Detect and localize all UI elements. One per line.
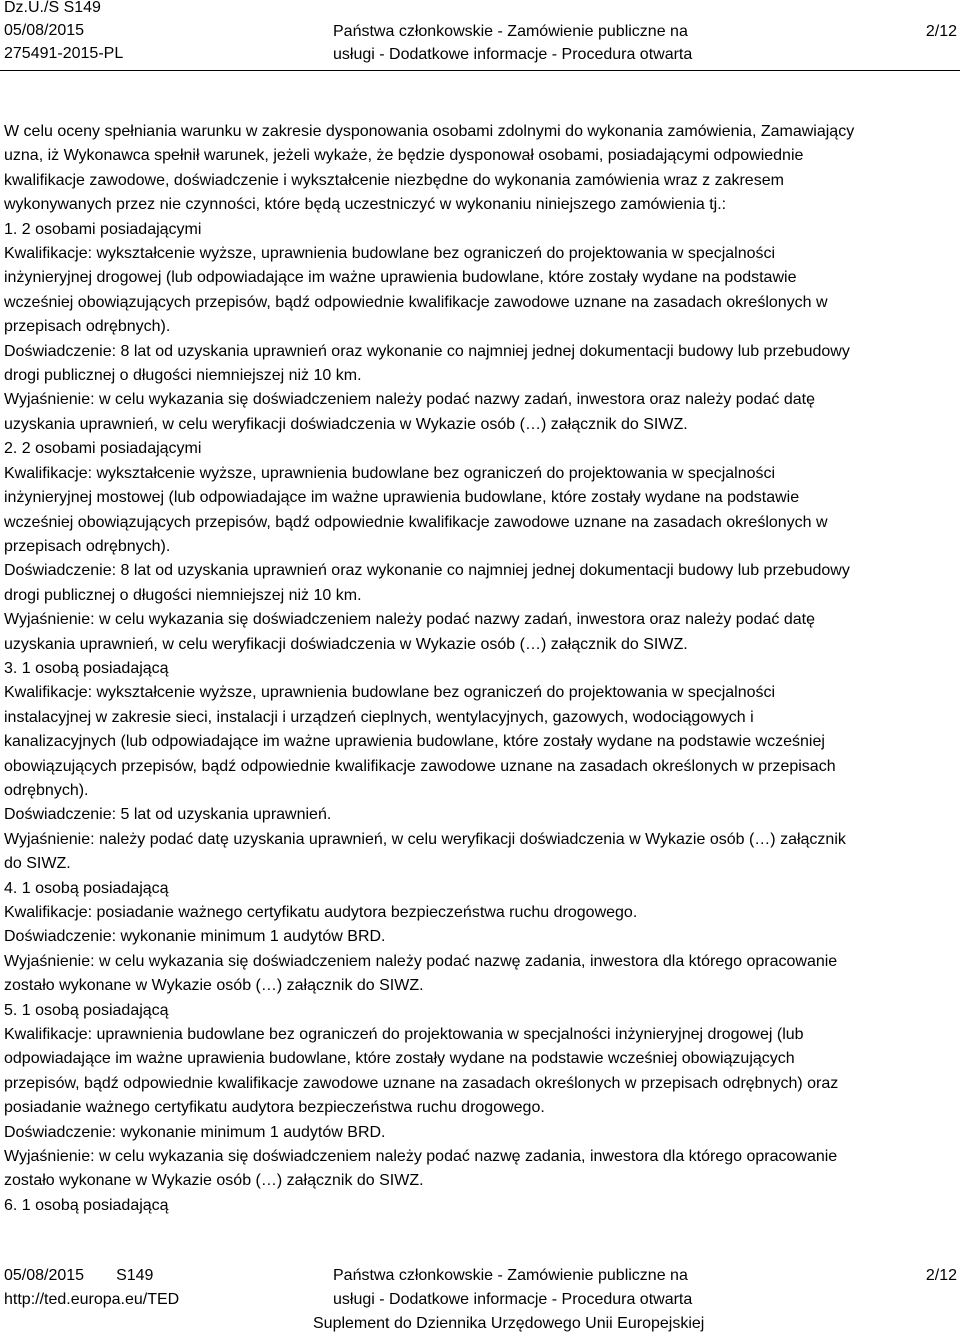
body-line: 1. 2 osobami posiadającymi bbox=[4, 220, 202, 238]
body-line: 3. 1 osobą posiadającą bbox=[4, 659, 169, 677]
body-line: zostało wykonane w Wykazie osób (…) załącznik do SIWZ. bbox=[4, 1172, 424, 1190]
body-line: Kwalifikacje: posiadanie ważnego certyfikatu audytora bezpieczeństwa ruchu drogowego. bbox=[4, 904, 638, 921]
body-line: Kwalifikacje: wykształcenie wyższe, uprawnienia budowlane bez ograniczeń do projektowania w specjalności bbox=[4, 464, 776, 482]
body-line: uzyskania uprawnień, w celu weryfikacji doświadczenia w Wykazie osób (…) załącznik do SIWZ. bbox=[4, 415, 688, 433]
header-title-line: usługi - Dodatkowe informacje - Procedura otwarta bbox=[333, 46, 693, 63]
body-line: Wyjaśnienie: w celu wykazania się doświadczeniem należy podać nazwy zadań, inwestora oraz należy podać datę bbox=[4, 391, 815, 409]
body-line: uzna, iż Wykonawca spełnił warunek, jeżeli wykaże, że będzie dysponował osobami, posiadającymi odpowiednie bbox=[4, 147, 804, 165]
page-header bbox=[0, 0, 960, 72]
body-line: inżynieryjnej mostowej (lub odpowiadające im ważne uprawienia budowlane, które zostały wydane na podstawie bbox=[4, 489, 800, 507]
body-line: do SIWZ. bbox=[4, 855, 71, 873]
body-line: Doświadczenie: wykonanie minimum 1 audytów BRD. bbox=[4, 928, 386, 946]
journal-reference: Dz.U./S S149 bbox=[4, 0, 101, 16]
body-line: drogi publicznej o długości niemniejszej niż 10 km. bbox=[4, 586, 362, 604]
body-line: Kwalifikacje: wykształcenie wyższe, uprawnienia budowlane bez ograniczeń do projektowania w specjalności bbox=[4, 684, 776, 702]
page-footer bbox=[0, 1262, 960, 1334]
body-line: przepisach odrębnych). bbox=[4, 537, 171, 555]
body-line: inżynieryjnej drogowej (lub odpowiadające im ważne uprawienia budowlane, które zostały wydane na podstawie bbox=[4, 269, 797, 287]
header-title-line: Państwa członkowskie - Zamówienie publiczne na bbox=[333, 23, 688, 40]
body-line: posiadanie ważnego certyfikatu audytora bezpieczeństwa ruchu drogowego. bbox=[4, 1099, 545, 1117]
body-line: Wyjaśnienie: należy podać datę uzyskania uprawnień, w celu weryfikacji doświadczenia w Wykazie osób (…) załącznik bbox=[4, 830, 846, 848]
footer-issue: S149 bbox=[116, 1267, 154, 1284]
body-line: 6. 1 osobą posiadającą bbox=[4, 1196, 169, 1214]
body-line: 5. 1 osobą posiadającą bbox=[4, 1001, 169, 1019]
body-line: odpowiadające im ważne uprawienia budowlane, które zostały wydane na podstawie wcześniej obowiązujących bbox=[4, 1050, 795, 1068]
body-line: instalacyjnej w zakresie sieci, instalacji i urządzeń cieplnych, wentylacyjnych, gazowych, wodociągowych i bbox=[4, 708, 754, 726]
header-reference bbox=[4, 0, 123, 65]
footer-page-number: 2/12 bbox=[925, 1267, 957, 1284]
body-line: wykonywanych przez nie czynności, które będą uczestniczyć w wykonaniu niniejszego zamówienia tj.: bbox=[4, 196, 727, 214]
header-page-number: 2/12 bbox=[925, 23, 957, 40]
body-line: Kwalifikacje: uprawnienia budowlane bez ograniczeń do projektowania w specjalności inżynieryjnej drogowej (lub bbox=[4, 1026, 804, 1044]
footer-title-line: usługi - Dodatkowe informacje - Procedura otwarta bbox=[333, 1291, 693, 1308]
body-line: 4. 1 osobą posiadającą bbox=[4, 879, 169, 897]
body-line: kanalizacyjnych (lub odpowiadające im ważne uprawienia budowlane, które zostały wydane na podstawie wcześniej bbox=[4, 733, 825, 751]
body-line: Kwalifikacje: wykształcenie wyższe, uprawnienia budowlane bez ograniczeń do projektowania w specjalności bbox=[4, 245, 776, 263]
document-body bbox=[4, 120, 956, 1218]
footer-title bbox=[313, 1264, 705, 1336]
body-line: odrębnych). bbox=[4, 781, 89, 799]
body-line: drogi publicznej o długości niemniejszej niż 10 km. bbox=[4, 367, 362, 385]
footer-title-line: Państwa członkowskie - Zamówienie publiczne na bbox=[333, 1267, 688, 1284]
body-line: Wyjaśnienie: w celu wykazania się doświadczeniem należy podać nazwę zadania, inwestora dla którego opracowanie bbox=[4, 1148, 838, 1166]
header-title bbox=[333, 20, 692, 66]
body-line: Doświadczenie: 5 lat od uzyskania uprawnień. bbox=[4, 806, 332, 824]
body-line: kwalifikacje zawodowe, doświadczenie i wykształcenie niezbędne do wykonania zamówienia wraz z zakresem bbox=[4, 171, 784, 189]
body-line: przepisów, bądź odpowiednie kwalifikacje zawodowe uznane na zasadach określonych w przepisach odrębnych) oraz bbox=[4, 1074, 839, 1092]
body-line: wcześniej obowiązujących przepisów, bądź odpowiednie kwalifikacje zawodowe uznane na zasadach określonych w bbox=[4, 513, 828, 531]
body-line: uzyskania uprawnień, w celu weryfikacji doświadczenia w Wykazie osób (…) załącznik do SIWZ. bbox=[4, 635, 688, 653]
body-line: zostało wykonane w Wykazie osób (…) załącznik do SIWZ. bbox=[4, 977, 424, 995]
body-line: Doświadczenie: 8 lat od uzyskania uprawnień oraz wykonanie co najmniej jednej dokumentacji budowy lub przebudowy bbox=[4, 562, 850, 580]
body-line: wcześniej obowiązujących przepisów, bądź odpowiednie kwalifikacje zawodowe uznane na zasadach określonych w bbox=[4, 293, 828, 311]
footer-publication: Suplement do Dziennika Urzędowego Unii Europejskiej bbox=[313, 1315, 705, 1332]
header-date: 05/08/2015 bbox=[4, 22, 85, 39]
body-line: przepisach odrębnych). bbox=[4, 318, 171, 336]
body-line: W celu oceny spełniania warunku w zakresie dysponowania osobami zdolnymi do wykonania zamówienia, Zamawiający bbox=[4, 123, 855, 140]
footer-reference bbox=[4, 1264, 179, 1312]
body-line: 2. 2 osobami posiadającymi bbox=[4, 440, 202, 458]
body-line: Doświadczenie: wykonanie minimum 1 audytów BRD. bbox=[4, 1123, 386, 1141]
footer-date: 05/08/2015 bbox=[4, 1267, 85, 1284]
body-line: obowiązujących przepisów, bądź odpowiednie kwalifikacje zawodowe uznane na zasadach określonych w przepisach bbox=[4, 757, 836, 775]
body-line: Wyjaśnienie: w celu wykazania się doświadczeniem należy podać nazwę zadania, inwestora dla którego opracowanie bbox=[4, 952, 838, 970]
notice-number: 275491-2015-PL bbox=[4, 45, 124, 62]
body-line: Doświadczenie: 8 lat od uzyskania uprawnień oraz wykonanie co najmniej jednej dokumentacji budowy lub przebudowy bbox=[4, 342, 850, 360]
footer-url[interactable]: http://ted.europa.eu/TED bbox=[4, 1291, 180, 1308]
body-line: Wyjaśnienie: w celu wykazania się doświadczeniem należy podać nazwy zadań, inwestora oraz należy podać datę bbox=[4, 611, 815, 629]
header-divider bbox=[0, 70, 960, 71]
